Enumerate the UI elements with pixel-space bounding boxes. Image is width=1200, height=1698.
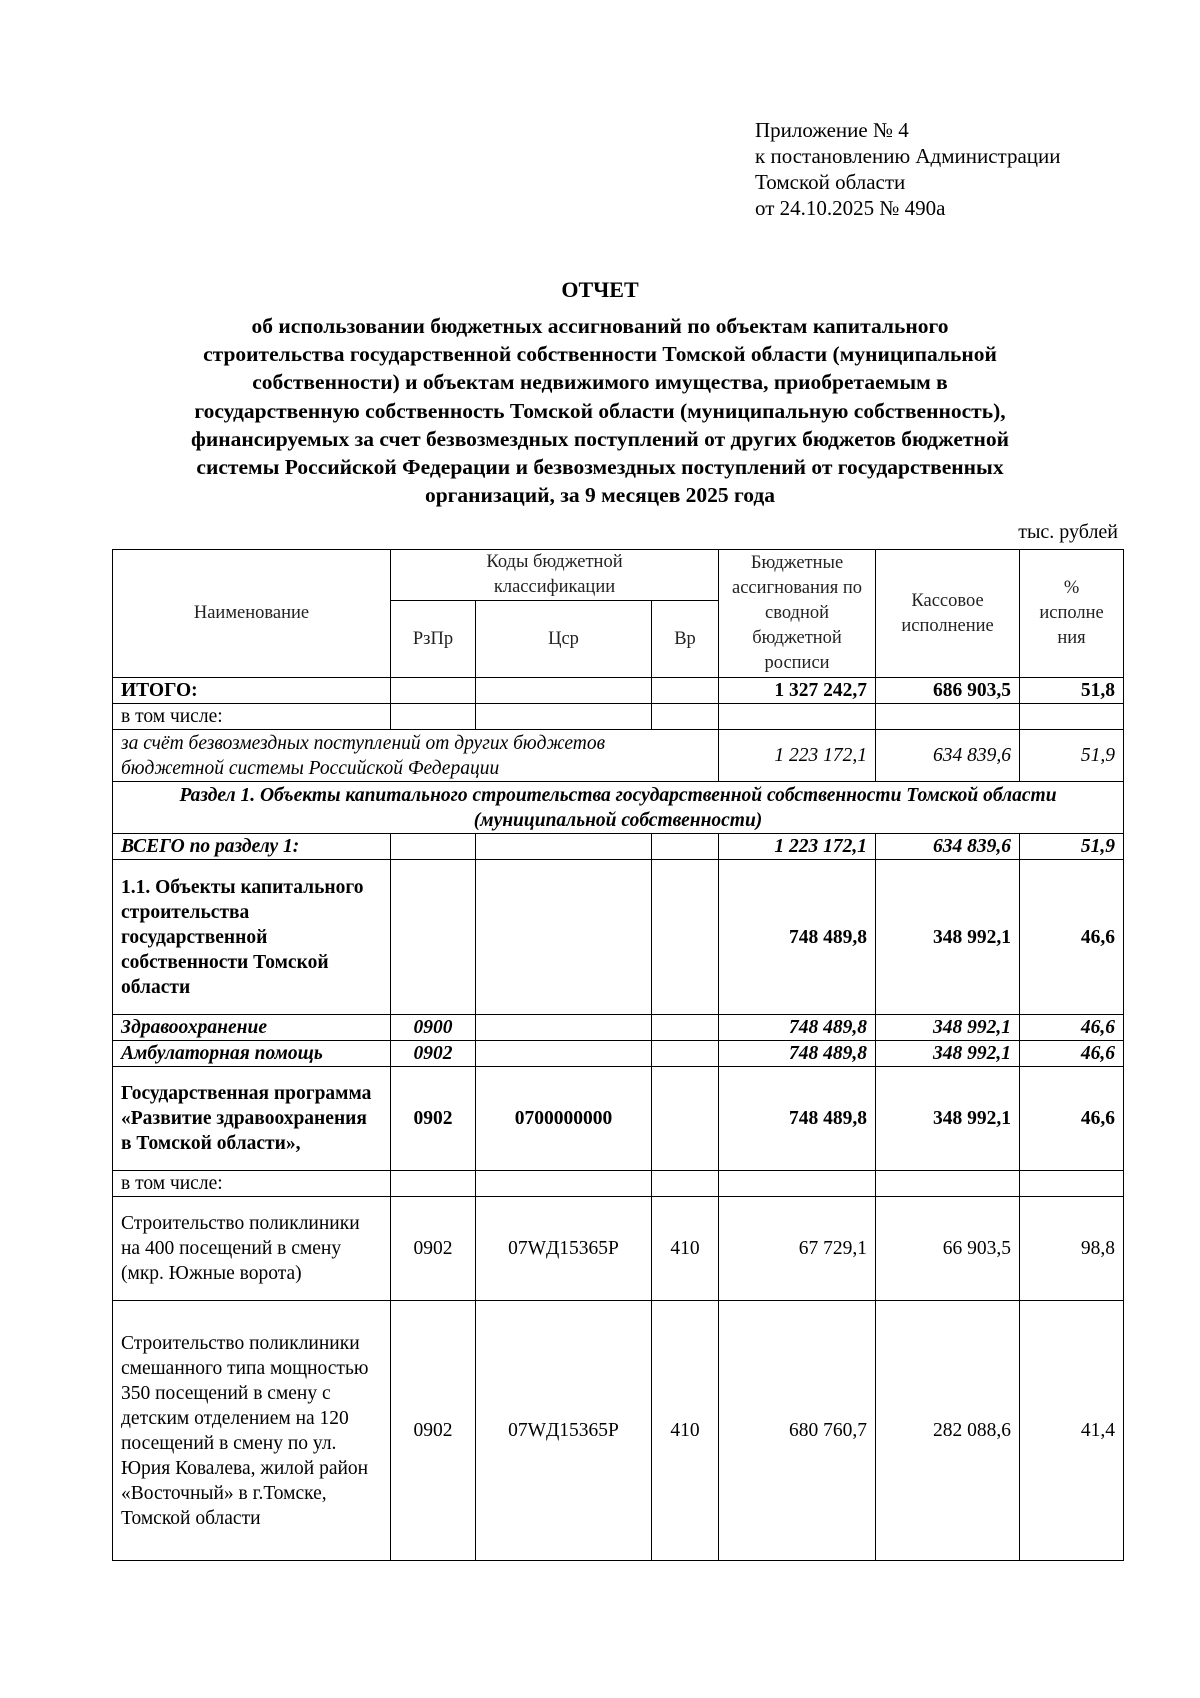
cell-vr (652, 834, 719, 860)
cell-rzpr: 0902 (391, 1301, 476, 1561)
cell-budget: 748 489,8 (719, 860, 876, 1015)
cell-vr (652, 1015, 719, 1041)
cell-cash: 282 088,6 (876, 1301, 1020, 1561)
cell-budget: 1 223 172,1 (719, 730, 876, 782)
cell-budget (719, 704, 876, 730)
cell-percent (1020, 704, 1124, 730)
cell-csr (476, 834, 652, 860)
header-vr: Вр (652, 601, 719, 678)
cell-percent: 51,9 (1020, 730, 1124, 782)
cell-budget (719, 1171, 876, 1197)
cell-rzpr (391, 860, 476, 1015)
table-row (113, 860, 1124, 1015)
cell-name: Амбулаторная помощь (113, 1041, 391, 1067)
subtitle-line: об использовании бюджетных ассигнований по объектам капитального (251, 314, 949, 338)
cell-vr (652, 678, 719, 704)
cell-percent: 46,6 (1020, 1041, 1124, 1067)
cell-csr: 07WД15365Р (476, 1197, 652, 1301)
cell-budget: 680 760,7 (719, 1301, 876, 1561)
section-row (113, 782, 1124, 834)
cell-vr (652, 1067, 719, 1171)
cell-percent: 98,8 (1020, 1197, 1124, 1301)
cell-budget: 1 327 242,7 (719, 678, 876, 704)
cell-cash: 634 839,6 (876, 730, 1020, 782)
cell-name: в том числе: (113, 1171, 391, 1197)
section-title: Раздел 1. Объекты капитального строительства государственной собственности Томской области (муниципальной собственности) (113, 782, 1124, 834)
cell-name: в том числе: (113, 704, 391, 730)
header-name: Наименование (113, 550, 391, 678)
cell-cash: 634 839,6 (876, 834, 1020, 860)
cell-rzpr (391, 1171, 476, 1197)
cell-cash: 686 903,5 (876, 678, 1020, 704)
cell-budget: 748 489,8 (719, 1067, 876, 1171)
header-csr: Цср (476, 601, 652, 678)
cell-name: 1.1. Объекты капитального строительства государственной собственности Томской области (113, 860, 391, 1015)
cell-rzpr (391, 704, 476, 730)
cell-percent: 51,9 (1020, 834, 1124, 860)
cell-csr (476, 1171, 652, 1197)
table-row (113, 1197, 1124, 1301)
units-label: тыс. рублей (1018, 521, 1118, 543)
document-title: ОТЧЕТ (561, 277, 639, 302)
cell-name: ВСЕГО по разделу 1: (113, 834, 391, 860)
cell-percent: 46,6 (1020, 860, 1124, 1015)
cell-csr (476, 1041, 652, 1067)
cell-rzpr (391, 678, 476, 704)
cell-cash: 348 992,1 (876, 1067, 1020, 1171)
cell-budget: 748 489,8 (719, 1015, 876, 1041)
cell-rzpr: 0902 (391, 1067, 476, 1171)
cell-csr: 0700000000 (476, 1067, 652, 1171)
cell-vr (652, 704, 719, 730)
table-row (113, 1067, 1124, 1171)
appendix-date: от 24.10.2025 № 490а (755, 196, 946, 220)
table-row-section-total (113, 834, 1124, 860)
cell-rzpr: 0902 (391, 1041, 476, 1067)
cell-name: Строительство поликлиники смешанного типа мощностью 350 посещений в смену с детским отделением на 120 посещений в смену по ул. Юрия Ковалева, жилой район «Восточный» в г.Томске, Томской области (113, 1301, 391, 1561)
cell-name: Здравоохранение (113, 1015, 391, 1041)
subtitle-line: государственную собственность Томской области (муниципальную собственность), (194, 398, 1006, 423)
cell-percent: 51,8 (1020, 678, 1124, 704)
cell-rzpr (391, 834, 476, 860)
table-row-total (113, 678, 1124, 704)
cell-vr: 410 (652, 1197, 719, 1301)
cell-csr (476, 704, 652, 730)
appendix-block (755, 117, 1061, 221)
cell-percent: 46,6 (1020, 1067, 1124, 1171)
table-row (113, 1015, 1124, 1041)
cell-percent: 46,6 (1020, 1015, 1124, 1041)
header-cash: Кассовое исполнение (876, 550, 1020, 678)
cell-name: за счёт безвозмездных поступлений от других бюджетов бюджетной системы Российской Федерации (113, 730, 719, 782)
subtitle-line: финансируемых за счет безвозмездных поступлений от других бюджетов бюджетной (190, 426, 1009, 451)
cell-rzpr: 0900 (391, 1015, 476, 1041)
table-row (113, 1301, 1124, 1561)
subtitle-line: системы Российской Федерации и безвозмездных поступлений от государственных (196, 455, 1004, 480)
cell-rzpr: 0902 (391, 1197, 476, 1301)
cell-csr (476, 678, 652, 704)
header-codes: Коды бюджетной классификации (391, 550, 719, 601)
cell-csr (476, 1015, 652, 1041)
appendix-reference: к постановлению Администрации (755, 144, 1061, 168)
cell-percent: 41,4 (1020, 1301, 1124, 1561)
cell-budget: 67 729,1 (719, 1197, 876, 1301)
subtitle-line: строительства государственной собственности Томской области (муниципальной (203, 342, 997, 367)
header-rzpr: РзПр (391, 601, 476, 678)
header-row (113, 550, 1124, 601)
table-row (113, 704, 1124, 730)
report-table (112, 549, 1124, 1561)
appendix-number: Приложение № 4 (755, 118, 909, 142)
document-subtitle (100, 312, 1100, 509)
table-row (113, 730, 1124, 782)
cell-vr (652, 1041, 719, 1067)
cell-vr (652, 860, 719, 1015)
cell-budget: 748 489,8 (719, 1041, 876, 1067)
cell-cash: 348 992,1 (876, 1041, 1020, 1067)
cell-budget: 1 223 172,1 (719, 834, 876, 860)
cell-vr: 410 (652, 1301, 719, 1561)
header-budget: Бюджетные ассигнования по сводной бюджетной росписи (719, 550, 876, 678)
cell-cash: 348 992,1 (876, 860, 1020, 1015)
subtitle-line: организаций, за 9 месяцев 2025 года (424, 483, 776, 508)
cell-name: Государственная программа «Развитие здравоохранения в Томской области», (113, 1067, 391, 1171)
cell-name: Строительство поликлиники на 400 посещений в смену (мкр. Южные ворота) (113, 1197, 391, 1301)
cell-vr (652, 1171, 719, 1197)
cell-csr: 07WД15365Р (476, 1301, 652, 1561)
cell-cash: 348 992,1 (876, 1015, 1020, 1041)
appendix-region: Томской области (755, 170, 906, 194)
header-percent: % исполне ния (1020, 550, 1124, 678)
cell-cash (876, 1171, 1020, 1197)
cell-percent (1020, 1171, 1124, 1197)
cell-cash (876, 704, 1020, 730)
table-row (113, 1171, 1124, 1197)
table-row (113, 1041, 1124, 1067)
cell-cash: 66 903,5 (876, 1197, 1020, 1301)
cell-name: ИТОГО: (113, 678, 391, 704)
subtitle-line: собственности) и объектам недвижимого имущества, приобретаемым в (252, 370, 948, 395)
cell-csr (476, 860, 652, 1015)
